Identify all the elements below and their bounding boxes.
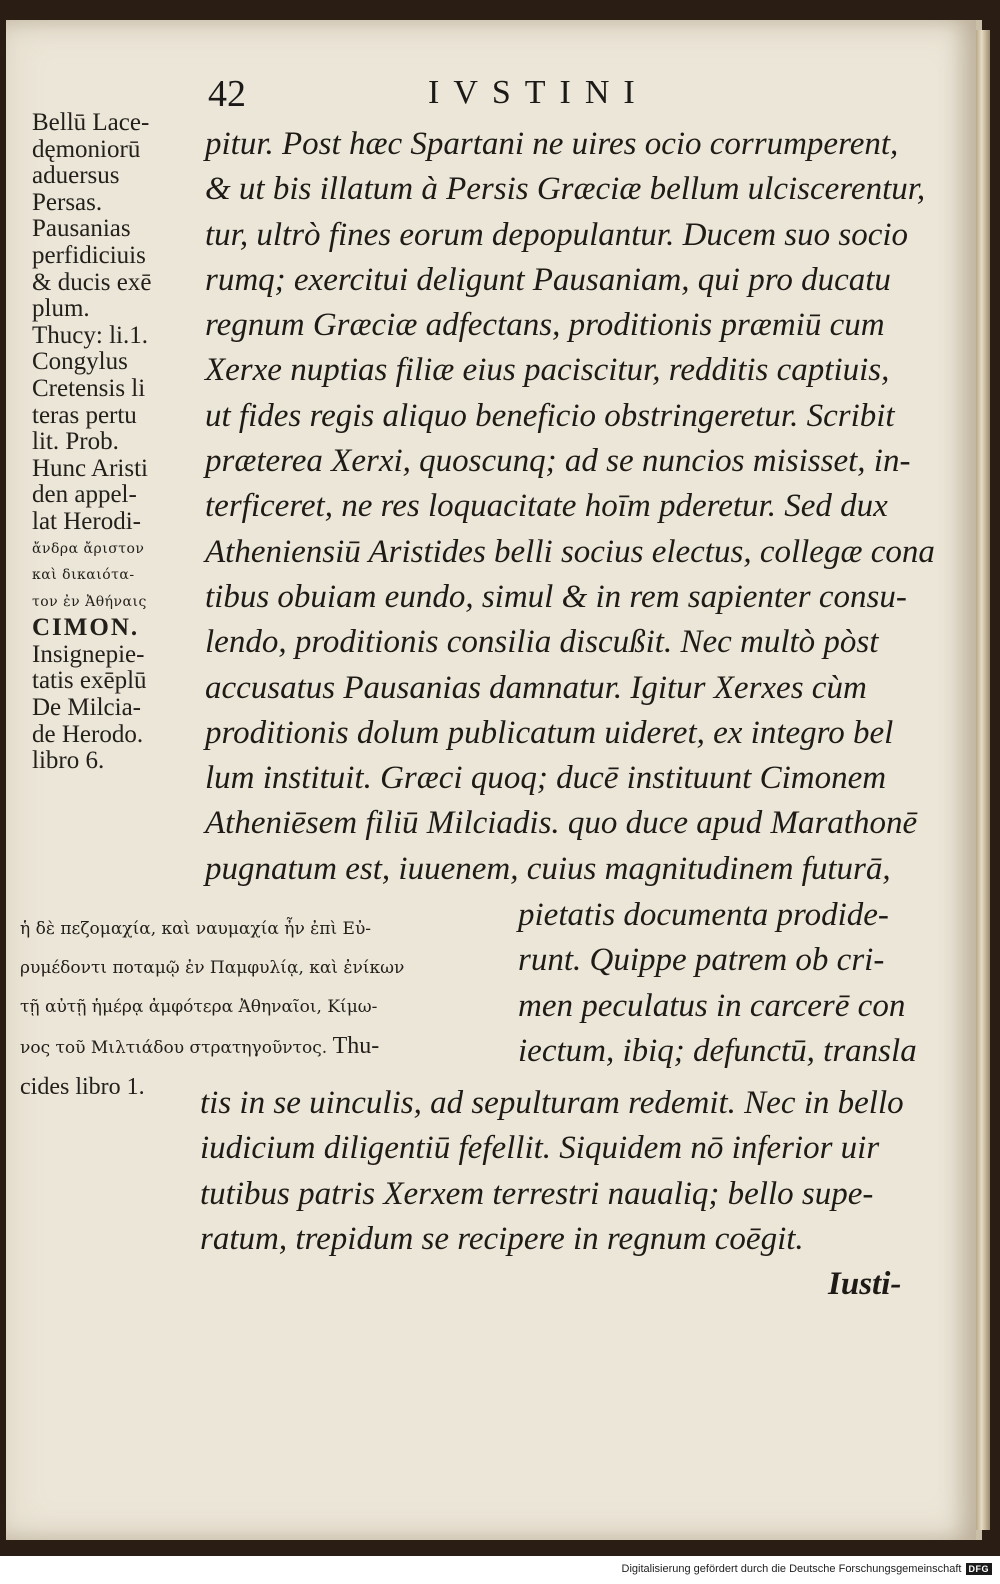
margin-note-line: lit. Prob. xyxy=(32,429,119,456)
credit-text: Digitalisierung gefördert durch die Deutsche Forschungsgemeinschaft xyxy=(621,1563,962,1575)
margin-note-line: & ducis exē xyxy=(32,269,152,296)
margin-note-line: de Herodo. xyxy=(32,721,144,748)
greek-note-line xyxy=(20,1027,520,1068)
body-line: ratum, trepidum se recipere in regnum coēgit. xyxy=(200,1220,804,1257)
margin-note-line: Cretensis li xyxy=(32,375,146,402)
catchword: Iusti- xyxy=(828,1266,902,1302)
margin-note-line: libro 6. xyxy=(32,748,105,775)
margin-note-greek-line: καὶ δικαιότα- xyxy=(32,567,135,584)
digitization-credit xyxy=(622,1560,992,1578)
dfg-logo-icon: DFG xyxy=(966,1563,993,1575)
greek-note-line: cides libro 1. xyxy=(20,1074,145,1100)
body-line: Atheniensiū Aristides belli socius electus, collegæ cona xyxy=(205,533,935,570)
greek-footnote xyxy=(20,910,520,1107)
body-line: regnum Græciæ adfectans, proditionis præmiū cum xyxy=(205,307,885,344)
body-line: ut fides regis aliquo beneficio obstringeretur. Scribit xyxy=(205,397,895,434)
body-line: & ut bis illatum à Persis Græciæ bellum ulciscerentur, xyxy=(205,171,926,208)
running-head: IVSTINI xyxy=(428,74,649,111)
margin-note-line: Persas. xyxy=(32,189,103,216)
margin-note-line: perfidiciuis xyxy=(32,242,146,269)
margin-note-line: Pausanias xyxy=(32,216,131,243)
greek-note-source: Thu- xyxy=(332,1033,380,1059)
body-line: tutibus patris Xerxem terrestri naualiq; bello supe- xyxy=(200,1175,874,1212)
margin-note-line: plum. xyxy=(32,296,90,323)
body-line: rumq; exercitui deligunt Pausaniam, qui pro ducatu xyxy=(205,261,891,298)
page-edge xyxy=(976,30,990,1530)
body-text-narrow xyxy=(518,893,918,1074)
body-line: Atheniēsem filiū Milciadis. quo duce apud Marathonē xyxy=(205,805,918,842)
body-line: iectum, ibiq; defunctū, transla xyxy=(518,1032,917,1069)
margin-note-line: tatis exēplū xyxy=(32,668,147,695)
body-line: proditionis dolum publicatum uideret, ex integro bel xyxy=(205,714,894,751)
body-line: lendo, proditionis consilia discußit. Nec multò pòst xyxy=(205,624,879,661)
greek-note-line: ρυμέδοντι ποταμῷ ἐν Παμφυλίᾳ, καὶ ἐνίκων xyxy=(20,958,405,978)
margin-note-line: Bellū Lace- xyxy=(32,110,150,136)
body-text-lower xyxy=(200,1081,920,1262)
body-line: pitur. Post hæc Spartani ne uires ocio corrumperent, xyxy=(205,126,899,162)
margin-note-greek-line: ἄνδρα ἄριστον xyxy=(32,540,145,557)
body-line: accusatus Pausanias damnatur. Igitur Xerxes cùm xyxy=(205,669,867,706)
margin-note-line: teras pertu xyxy=(32,402,137,429)
body-line: terficeret, ne res loquacitate hoīm pderetur. Sed dux xyxy=(205,488,888,525)
body-line: tis in se uinculis, ad sepulturam redemit. Nec in bello xyxy=(200,1085,904,1121)
margin-notes xyxy=(32,110,202,775)
body-line: runt. Quippe patrem ob cri- xyxy=(518,942,885,979)
margin-note-line: aduersus xyxy=(32,163,120,190)
body-line: pietatis documenta prodide- xyxy=(518,897,889,933)
body-text-upper xyxy=(205,122,935,892)
body-line: Xerxe nuptias filiæ eius paciscitur, redditis captiuis, xyxy=(205,352,890,389)
body-line: tur, ultrò fines eorum depopulantur. Ducem suo socio xyxy=(205,216,909,253)
margin-note-line: Thucy: li.1. xyxy=(32,322,148,349)
margin-note-greek-line: τον ἐν Ἀθήναις xyxy=(32,593,147,610)
margin-note-line: lat Herodi- xyxy=(32,508,141,535)
margin-note-line: den appel- xyxy=(32,482,137,509)
margin-note-line: Hunc Aristi xyxy=(32,455,148,482)
body-line: pugnatum est, iuuenem, cuius magnitudinem futurā, xyxy=(205,850,891,887)
page-number: 42 xyxy=(208,73,246,115)
body-line: præterea Xerxi, quoscunq; ad se nuncios misisset, in- xyxy=(205,443,911,480)
margin-note-heading: CIMON. xyxy=(32,615,140,642)
margin-note-line: De Milcia- xyxy=(32,695,141,722)
margin-note-line: dęmoniorū xyxy=(32,136,141,163)
margin-note-line: Insignepie- xyxy=(32,641,145,668)
body-line: lum instituit. Græci quoq; ducē instituunt Cimonem xyxy=(205,760,887,797)
margin-note-line: Congylus xyxy=(32,349,128,376)
greek-note-text: νος τοῦ Μιλτιάδου στρατηγοῦντος. xyxy=(20,1038,328,1058)
body-line: men peculatus in carcerē con xyxy=(518,987,906,1024)
body-line: tibus obuiam eundo, simul & in rem sapienter consu- xyxy=(205,578,907,615)
greek-note-line: τῇ αὐτῇ ἡμέρᾳ ἀμφότερα Ἀθηναῖοι, Κίμω- xyxy=(20,997,378,1017)
body-line: iudicium diligentiū fefellit. Siquidem nō inferior uir xyxy=(200,1130,880,1167)
greek-note-line: ἡ δὲ πεζομαχία, καὶ ναυμαχία ἦν ἐπὶ Εὐ- xyxy=(20,919,372,939)
